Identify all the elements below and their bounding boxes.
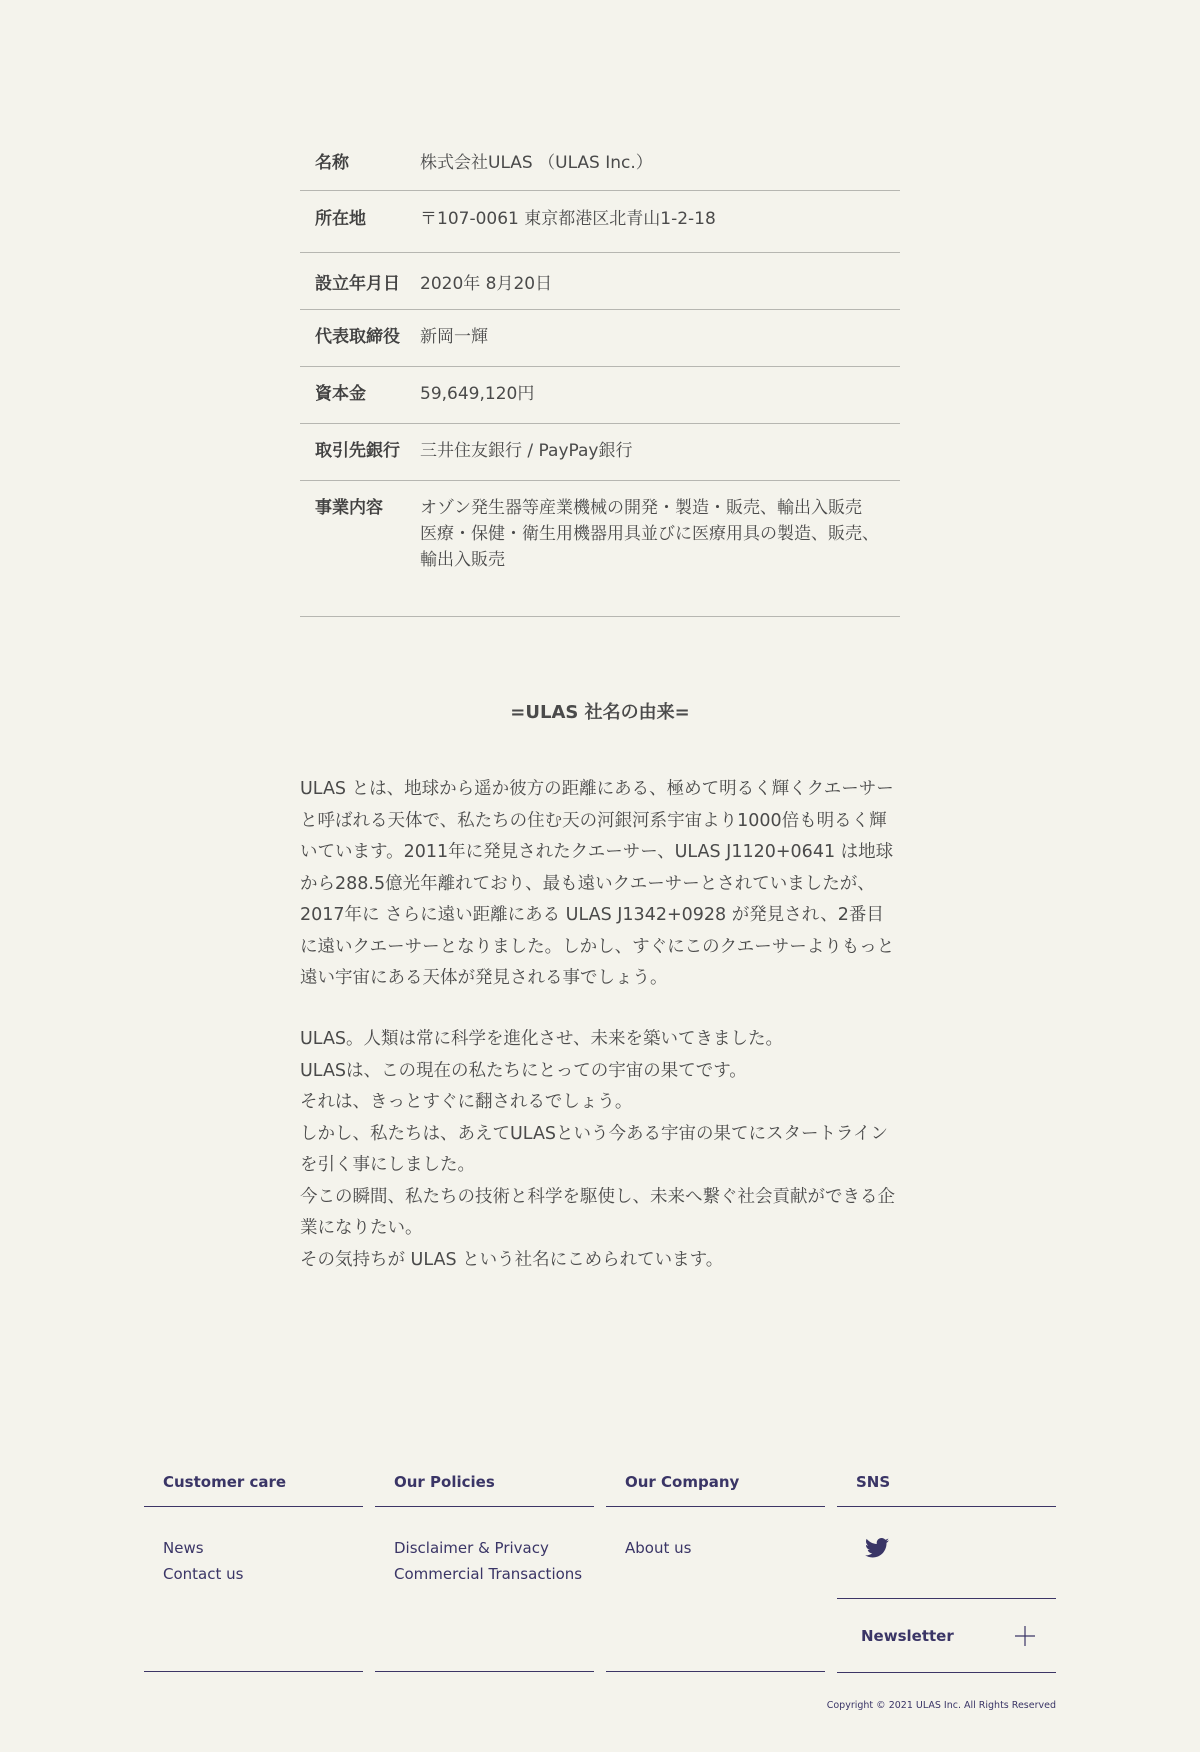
footer-link-disclaimer-privacy[interactable]: Disclaimer & Privacy — [394, 1539, 549, 1557]
statement-line: ULASは、この現在の私たちにとっての宇宙の果てです。 — [300, 1060, 747, 1081]
origin-statement — [300, 1024, 900, 1276]
company-info-label: 代表取締役 — [315, 326, 400, 347]
sns-links — [837, 1507, 1056, 1599]
footer-heading: Our Policies — [375, 1466, 594, 1507]
footer-column-sns — [837, 1466, 1056, 1673]
footer-links — [375, 1507, 594, 1672]
twitter-icon[interactable] — [865, 1537, 889, 1559]
footer-column-company — [606, 1466, 825, 1672]
company-info-label: 取引先銀行 — [315, 440, 400, 461]
company-info-label: 名称 — [315, 153, 349, 173]
footer-link-commercial-transactions[interactable]: Commercial Transactions — [394, 1565, 583, 1583]
statement-line: ULAS。人類は常に科学を進化させ、未来を築いてきました。 — [300, 1029, 784, 1049]
company-info-value: オゾン発生器等産業機械の開発・製造・販売、輸出入販売 医療・保健・衛生用機器用具並びに医療用具の製造、販売、輸出入販売 — [420, 497, 879, 570]
company-info-label: 事業内容 — [315, 497, 383, 518]
company-info-row — [300, 480, 900, 616]
newsletter-toggle[interactable] — [837, 1599, 1056, 1673]
company-info-value: 株式会社ULAS （ULAS Inc.） — [420, 153, 653, 173]
origin-paragraph: ULAS とは、地球から遥か彼方の距離にある、極めて明るく輝くクエーサーと呼ばれる天体で、私たちの住む天の河銀河系宇宙より1000倍も明るく輝いています。2011年に発見されたクエーサー、ULAS J1120+0641 は地球から288.5億光年離れており、最も遠いクエーサーとされていましたが、2017年に さらに遠い距離にある ULAS J1342+0928 が発見され、2番目に遠いクエーサーとなりました。しかし、すぐにこのクエーサーよりもっと遠い宇宙にある天体が発見される事でしょう。 — [300, 779, 895, 988]
company-info-row — [300, 190, 900, 252]
company-info-row — [300, 252, 900, 309]
footer-link-contact-us[interactable]: Contact us — [163, 1565, 244, 1583]
footer-column-policies — [375, 1466, 594, 1672]
plus-icon[interactable] — [1014, 1625, 1036, 1647]
company-info-table — [300, 134, 900, 617]
statement-line: それは、きっとすぐに翻されるでしょう。 — [300, 1092, 633, 1112]
statement-line: その気持ちが ULAS という社名にこめられています。 — [300, 1249, 724, 1270]
footer-links — [606, 1507, 825, 1672]
footer-heading: SNS — [837, 1466, 1056, 1507]
company-info-label: 資本金 — [315, 383, 366, 404]
statement-line: しかし、私たちは、あえてULASという今ある宇宙の果てにスタートラインを引く事にしました。 — [300, 1123, 889, 1175]
footer-links — [144, 1507, 363, 1672]
company-info-label: 所在地 — [315, 208, 366, 229]
footer-heading: Customer care — [144, 1466, 363, 1507]
origin-title: =ULAS 社名の由来= — [510, 702, 690, 723]
company-info-value: 2020年 8月20日 — [420, 273, 553, 294]
company-info-value: 三井住友銀行 / PayPay銀行 — [420, 440, 633, 461]
company-info-row — [300, 134, 900, 190]
company-info-value: 59,649,120円 — [420, 383, 535, 404]
newsletter-label: Newsletter — [861, 1626, 954, 1645]
company-info-value: 〒107-0061 東京都港区北青山1-2-18 — [420, 208, 716, 229]
footer-link-about-us[interactable]: About us — [625, 1539, 692, 1557]
company-info-label: 設立年月日 — [315, 273, 400, 294]
footer-column-customer-care — [144, 1466, 363, 1672]
statement-line: 今この瞬間、私たちの技術と科学を駆使し、未来へ繋ぐ社会貢献ができる企業になりたい。 — [300, 1186, 895, 1238]
company-info-row — [300, 366, 900, 423]
company-info-row — [300, 309, 900, 366]
footer-heading: Our Company — [606, 1466, 825, 1507]
company-info-value: 新岡一輝 — [420, 326, 488, 347]
company-info-row — [300, 423, 900, 480]
footer-link-news[interactable]: News — [163, 1539, 204, 1557]
copyright: Copyright © 2021 ULAS Inc. All Rights Reserved — [826, 1700, 1056, 1711]
